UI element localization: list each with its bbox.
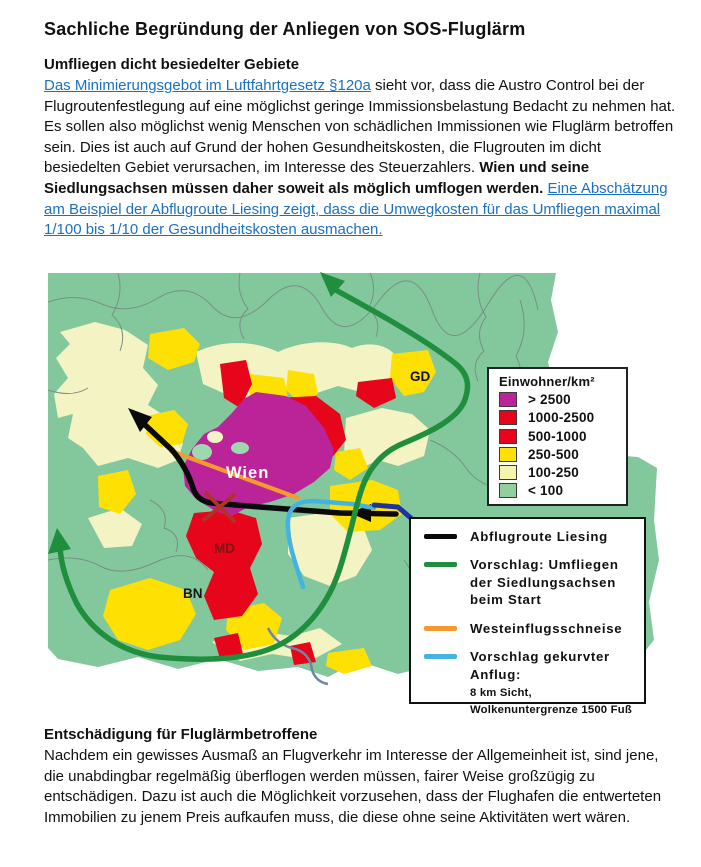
- density-legend-row: [499, 465, 620, 480]
- density-label: > 2500: [528, 392, 571, 408]
- section1-bold-statement: Wien und seine Siedlungsachsen müssen daher soweit als möglich umflogen werden.: [44, 159, 590, 197]
- route-legend: [409, 517, 646, 717]
- route-note-sicht: 8 km Sicht,: [470, 687, 532, 700]
- link-luftfahrtgesetz[interactable]: Das Minimierungsgebot im Luftfahrtgesetz §120a: [44, 77, 371, 94]
- orange-route-line-icon: [424, 626, 457, 631]
- section2-paragraph: Nachdem ein gewisses Ausmaß an Flugverkehr im Interesse der Allgemeinheit ist, sind jene, die unabdingbar regelmäßig überflogen werden müssen, fairer Weise großzügig zu entschädigen. Dazu ist auch die Möglichkeit vorzusehen, dass der Flughafen die entwerteten Immobilien zu jenem Preis aufkaufen muss, die diese ohne seine Aktivitäten wert wären.: [44, 747, 662, 826]
- density-legend: [487, 367, 628, 506]
- density-legend-row: [499, 392, 620, 407]
- swatch-yellow: [499, 447, 517, 462]
- density-legend-row: [499, 483, 620, 498]
- swatch-green: [499, 483, 517, 498]
- route-legend-row: [424, 648, 638, 719]
- density-legend-row: [499, 447, 620, 462]
- swatch-magenta: [499, 392, 517, 407]
- section2-heading: Entschädigung für Fluglärmbetroffene: [44, 726, 318, 743]
- route-legend-row: [424, 556, 638, 608]
- map-label-wien: Wien: [226, 464, 270, 482]
- density-label: 100-250: [528, 464, 579, 480]
- route-label: Vorschlag: Umfliegen der Siedlungsachsen beim Start: [470, 557, 619, 608]
- section1-text: sieht vor, dass die Austro Control bei der Flugroutenfestlegung auf eine möglichst geringe Immissionsbelastung Bedacht zu nehmen hat. Es sollen also möglichst wenig Menschen von schädlichen Immissionen wie Fluglärm betroffen sein. Dies ist auch auf Grund der hohen Gesundheitskosten, die Flugrouten im dicht besiedelten Gebiet verursachen, im Interesse des Steuerzahlers.: [44, 77, 676, 177]
- density-label: 500-1000: [528, 428, 587, 444]
- route-legend-row: [424, 620, 638, 637]
- swatch-cream: [499, 465, 517, 480]
- density-label: < 100: [528, 483, 564, 499]
- cyan-route-line-icon: [424, 654, 457, 659]
- map-green-island-2: [231, 442, 249, 454]
- route-label: Vorschlag gekurvter Anflug:: [470, 649, 610, 683]
- swatch-red-dark: [499, 410, 517, 425]
- density-label: 1000-2500: [528, 410, 595, 426]
- link-abschaetzung[interactable]: Eine Abschätzung am Beispiel der Abflugroute Liesing zeigt, dass die Umwegkosten für das Umfliegen maximal 1/100 bis 1/10 der Gesundheitskosten ausmachen.: [44, 179, 668, 239]
- route-note-wolken: Wolkenuntergrenze 1500 Fuß: [470, 704, 632, 717]
- density-legend-row: [499, 429, 620, 444]
- route-legend-row: [424, 528, 638, 545]
- density-legend-row: [499, 410, 620, 425]
- green-route-line-icon: [424, 562, 457, 567]
- map-green-island: [192, 444, 212, 460]
- page-title: Sachliche Begründung der Anliegen von SOS-Fluglärm: [44, 19, 526, 39]
- section1-heading: Umfliegen dicht besiedelter Gebiete: [44, 56, 300, 73]
- map-label-bn: BN: [183, 586, 203, 601]
- swatch-red: [499, 429, 517, 444]
- map-label-gd: GD: [410, 369, 431, 384]
- route-label: Abflugroute Liesing: [470, 529, 608, 544]
- route-label: Westeinflugsschneise: [470, 620, 623, 636]
- density-label: 250-500: [528, 446, 579, 462]
- section1-paragraph: [44, 76, 678, 241]
- map-cream-island: [207, 431, 223, 443]
- black-route-line-icon: [424, 534, 457, 539]
- map-label-md: MD: [214, 541, 235, 556]
- density-legend-title: Einwohner/km²: [499, 374, 595, 389]
